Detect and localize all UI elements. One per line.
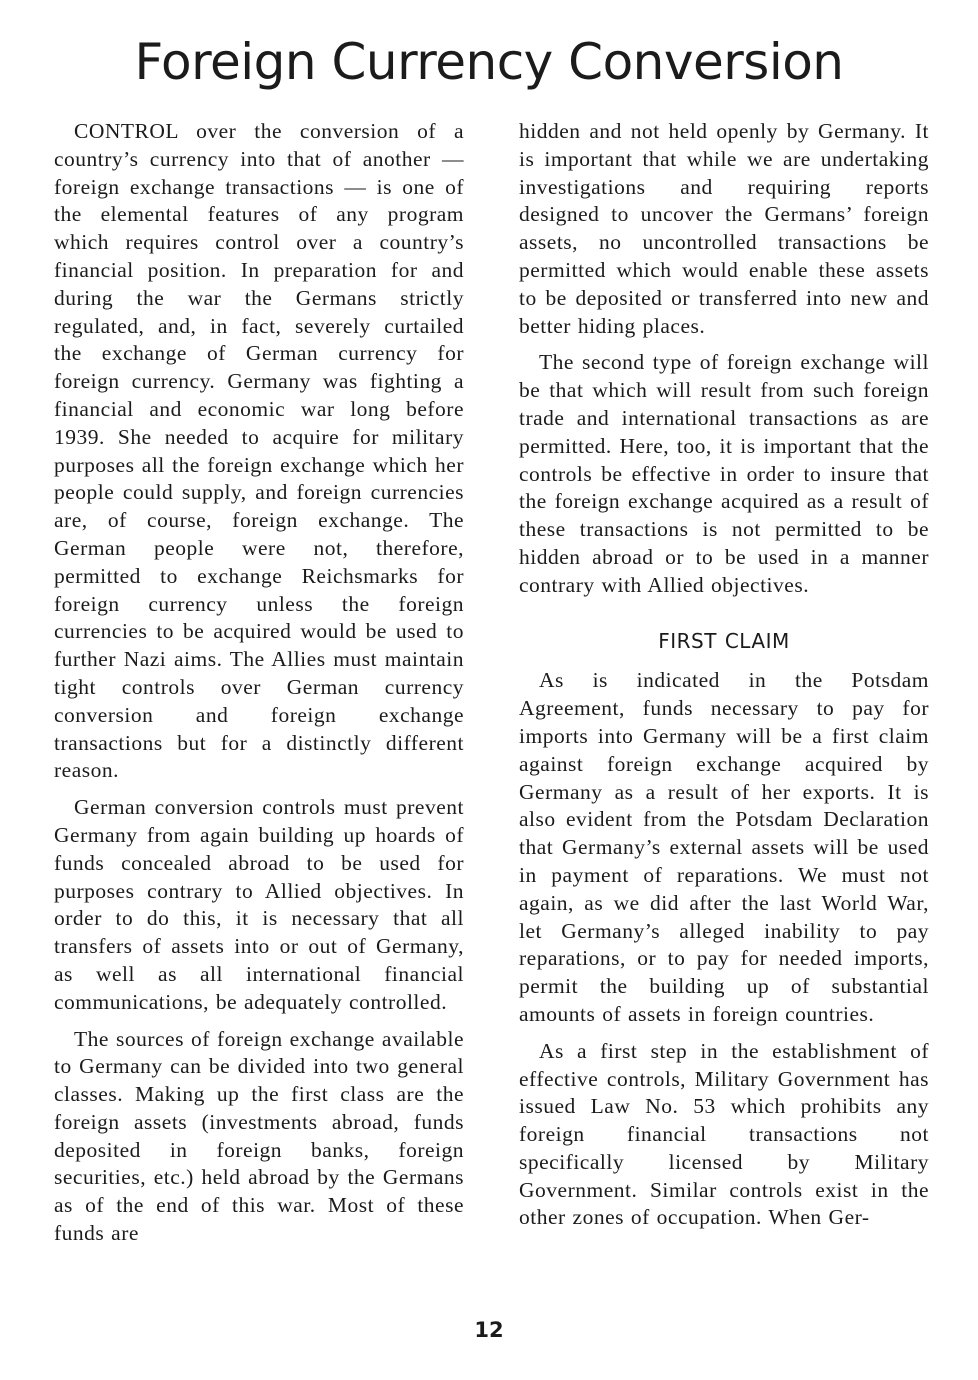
paragraph: The second type of foreign exchange will be that which will result from such foreign trade and international transactions as are permitted. Here, too, it is important that the controls be effective in order to insure that the foreign exchange acquired as a result of these transactions is not permitted to be hidden abroad or to be used in a manner contrary with Allied objectives. (519, 350, 929, 597)
paragraph: hidden and not held openly by Germany. It is important that while we are undertaking investigations and requiring reports designed to uncover the Germans’ foreign assets, no uncontrolled transactions be permitted which would enable these assets to be deposited or transferred into new and better hiding places. (519, 119, 929, 338)
section-heading: FIRST CLAIM (658, 628, 790, 653)
paragraph: As is indicated in the Potsdam Agreement, funds necessary to pay for imports into Germany will be a first claim against foreign exchange acquired by Germany as a result of her exports. It is also evident from the Potsdam Declaration that Germany’s external assets will be used in payment of reparations. We must not again, as we did after the last World War, let Germany’s alleged inability to pay reparations, or to pay for needed imports, permit the building up of substantial amounts of assets in foreign countries. (519, 668, 929, 1026)
paragraph: The sources of foreign exchange available to Germany can be divided into two general classes. Making up the first class are the foreign assets (investments abroad, funds deposited in foreign banks, foreign securities, etc.) held abroad by the Germans as of the end of this war. Most of these funds are (54, 1026, 464, 1246)
paragraph: CONTROL over the conversion of a country’s currency into that of another — foreign exchange transactions — is one of the elemental features of any program which requires control over a country’s financial position. In preparation for and during the war the Germans strictly regulated, and, in fact, severely curtailed the exchange of German currency for foreign currency. Germany was fighting a financial and economic war long before 1939. She needed to acquire for military purposes all the foreign exchange which her people could supply, and foreign currencies are, of course, foreign exchange. The German people were not, therefore, permitted to exchange Reichsmarks for foreign currency unless the foreign currencies to be acquired would be used to further Nazi aims. The Allies must maintain tight controls over German currency conversion and foreign exchange transactions but for a distinctly different reason. (54, 119, 464, 783)
paragraph: German conversion controls must prevent Germany from again building up hoards of funds concealed abroad to be used for purposes contrary to Allied objectives. In order to do this, it is necessary that all transfers of assets into or out of Germany, as well as all international financial communications, be adequately controlled. (54, 795, 464, 1014)
right-column (519, 118, 929, 1241)
page-title: Foreign Currency Conversion (134, 33, 844, 91)
left-column (54, 118, 464, 1257)
page-number: 12 (474, 1318, 504, 1342)
paragraph: As a first step in the establishment of effective controls, Military Government has issued Law No. 53 which prohibits any foreign financial transactions not specifically licensed by Military Government. Similar controls exist in the other zones of occupation. When Ger- (519, 1038, 929, 1230)
